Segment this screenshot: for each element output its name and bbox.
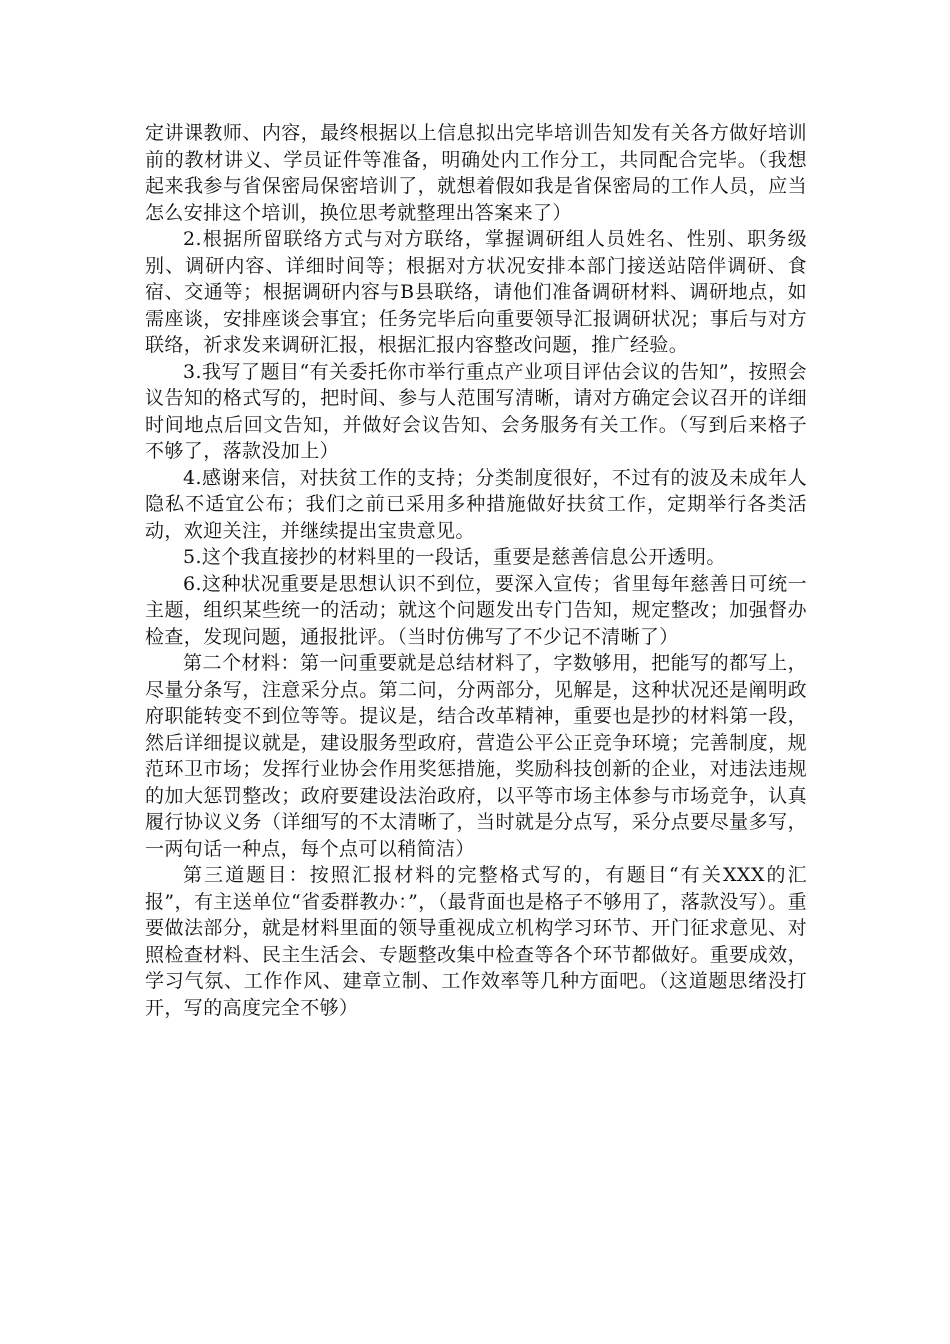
paragraph-2: 2.根据所留联络方式与对方联络，掌握调研组人员姓名、性别、职务级别、调研内容、详细时间等；根据对方状况安排本部门接送站陪伴调研、食宿、交通等；根据调研内容与B县联络，请他们准备调研材料、调研地点，如需座谈，安排座谈会事宜；任务完毕后向重要领导汇报调研状况；事后与对方联络，祈求发来调研汇报，根据汇报内容整改问题，推广经验。 [145, 228, 807, 356]
document-page [145, 120, 807, 1021]
paragraph-8: 第三道题目：按照汇报材料的完整格式写的，有题目“有关XXX的汇报”，有主送单位“省委群教办：”，（最背面也是格子不够用了，落款没写）。重要做法部分，就是材料里面的领导重视成立机构学习环节、开门征求意见、对照检查材料、民主生活会、专题整改集中检查等各个环节都做好。重要成效，学习气氛、工作作风、建章立制、工作效率等几种方面吧。（这道题思绪没打开，写的高度完全不够） [145, 864, 807, 1019]
paragraph-7: 第二个材料：第一问重要就是总结材料了，字数够用，把能写的都写上，尽量分条写，注意采分点。第二问，分两部分，见解是，这种状况还是阐明政府职能转变不到位等等。提议是，结合改革精神，重要也是抄的材料第一段，然后详细提议就是，建设服务型政府，营造公平公正竞争环境；完善制度，规范环卫市场；发挥行业协会作用奖惩措施，奖励科技创新的企业，对违法违规的加大惩罚整改；政府要建设法治政府，以平等市场主体参与市场竞争，认真履行协议义务（详细写的不太清晰了，当时就是分点写，采分点要尽量多写，一两句话一种点，每个点可以稍简洁） [145, 652, 807, 860]
paragraph-5: 5.这个我直接抄的材料里的一段话，重要是慈善信息公开透明。 [183, 546, 726, 568]
paragraph-4: 4.感谢来信，对扶贫工作的支持；分类制度很好，不过有的波及未成年人隐私不适宜公布；我们之前已采用多种措施做好扶贫工作，定期举行各类活动，欢迎关注，并继续提出宝贵意见。 [145, 466, 807, 542]
paragraph-1: 定讲课教师、内容，最终根据以上信息拟出完毕培训告知发有关各方做好培训前的教材讲义、学员证件等准备，明确处内工作分工，共同配合完毕。（我想起来我参与省保密局保密培训了，就想着假如我是省保密局的工作人员，应当怎么安排这个培训，换位思考就整理出答案来了） [145, 122, 807, 224]
paragraph-3: 3.我写了题目“有关委托你市举行重点产业项目评估会议的告知”，按照会议告知的格式写的，把时间、参与人范围写清晰，请对方确定会议召开的详细时间地点后回文告知，并做好会议告知、会务服务有关工作。（写到后来格子不够了，落款没加上） [145, 360, 807, 462]
paragraph-6: 6.这种状况重要是思想认识不到位，要深入宣传；省里每年慈善日可统一主题，组织某些统一的活动；就这个问题发出专门告知，规定整改；加强督办检查，发现问题，通报批评。（当时仿佛写了不少记不清晰了） [145, 572, 807, 648]
